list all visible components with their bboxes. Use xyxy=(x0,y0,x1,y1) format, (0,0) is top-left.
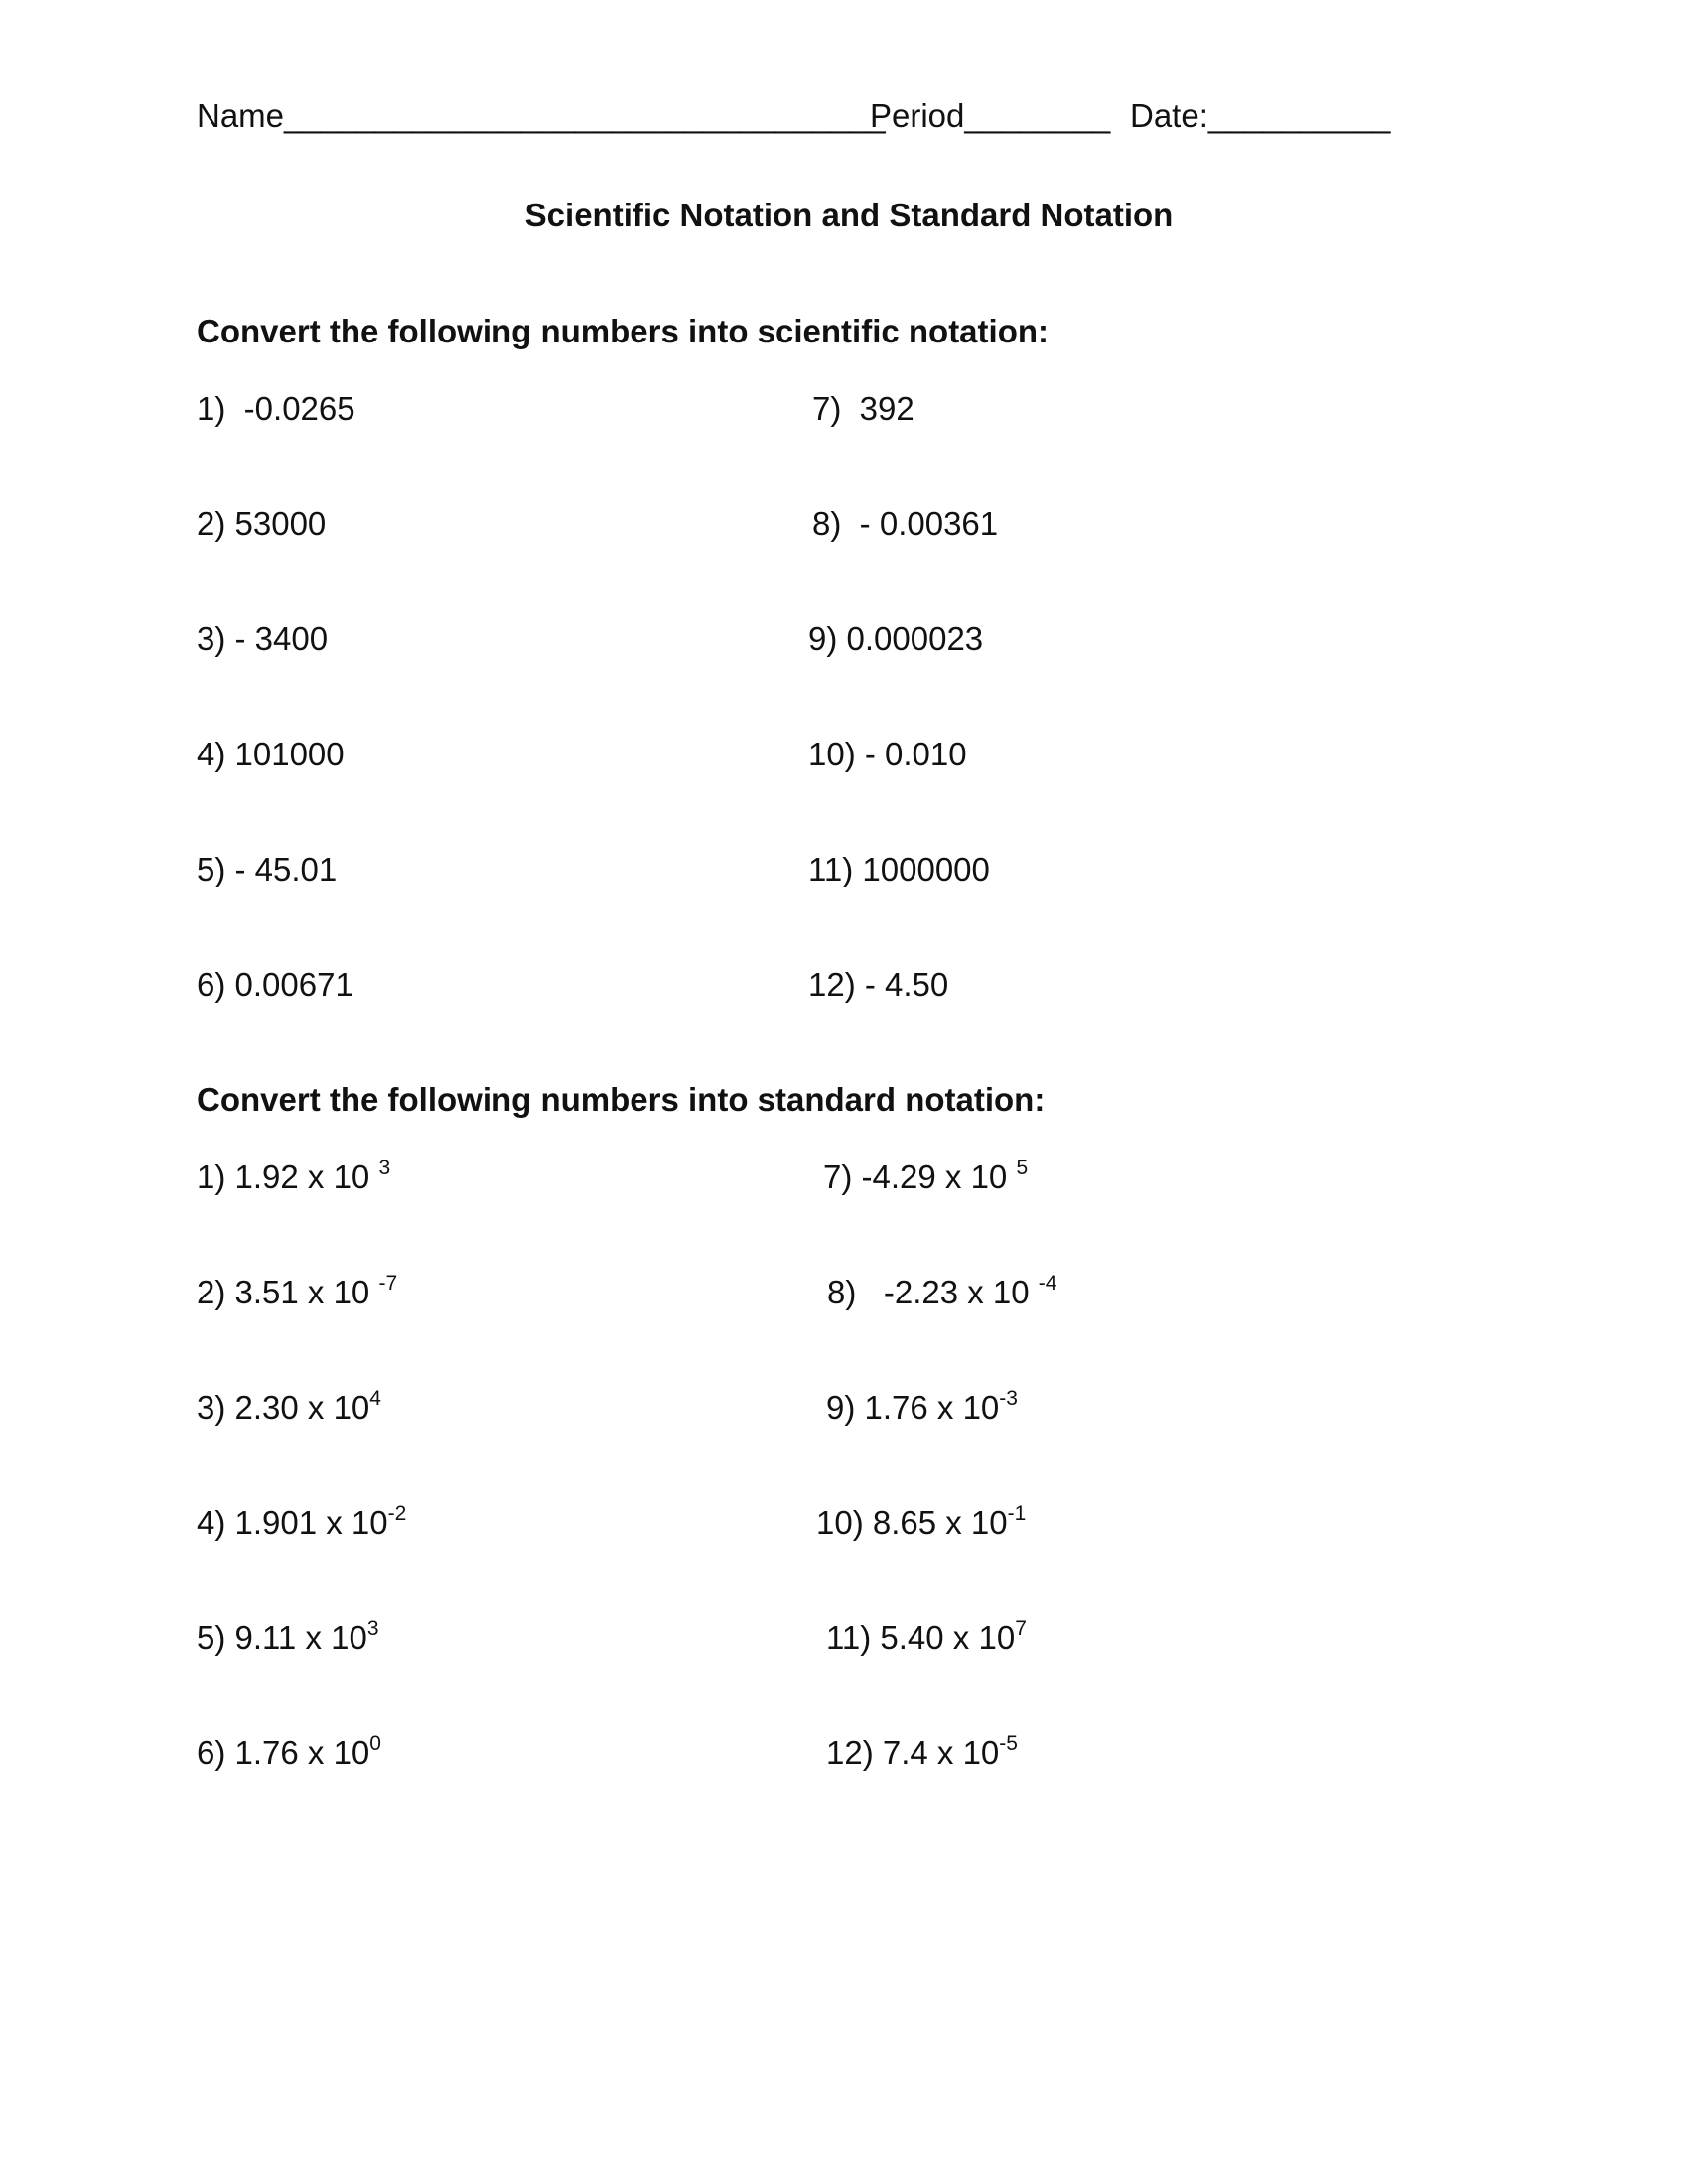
problem-scientific-8: 8) - 0.00361 xyxy=(812,505,999,542)
problem-exponent: -2 xyxy=(387,1502,407,1525)
problem-scientific-12: 12) - 4.50 xyxy=(808,966,949,1003)
problem-standard-12 xyxy=(826,1734,1018,1772)
problem-base: 6) 1.76 x 10 xyxy=(197,1734,370,1771)
problem-exponent: -4 xyxy=(1038,1272,1057,1295)
problem-exponent: -7 xyxy=(378,1272,398,1295)
problem-standard-11 xyxy=(826,1619,1027,1657)
problem-exponent: 3 xyxy=(378,1157,391,1179)
problem-scientific-1: 1) -0.0265 xyxy=(197,390,355,427)
problem-exponent: -1 xyxy=(1007,1502,1027,1525)
problem-base: 8) -2.23 x 10 xyxy=(827,1274,1039,1310)
problem-base: 3) 2.30 x 10 xyxy=(197,1389,370,1426)
problem-base: 4) 1.901 x 10 xyxy=(197,1504,388,1541)
problem-base: 7) -4.29 x 10 xyxy=(823,1159,1017,1195)
problem-base: 5) 9.11 x 10 xyxy=(197,1619,367,1656)
problem-exponent: 5 xyxy=(1016,1157,1029,1179)
problem-base: 12) 7.4 x 10 xyxy=(826,1734,1000,1771)
problem-standard-5 xyxy=(197,1619,379,1657)
date-field-label: Date:__________ xyxy=(1130,97,1391,134)
problem-standard-2 xyxy=(197,1274,397,1311)
section-heading-scientific: Convert the following numbers into scientific notation: xyxy=(197,313,1049,349)
problem-standard-9 xyxy=(826,1389,1018,1427)
problem-scientific-6: 6) 0.00671 xyxy=(197,966,353,1003)
problem-base: 1) 1.92 x 10 xyxy=(197,1159,379,1195)
problem-base: 10) 8.65 x 10 xyxy=(816,1504,1008,1541)
problem-standard-6 xyxy=(197,1734,381,1772)
problem-standard-1 xyxy=(197,1159,390,1196)
period-field-label: Period________ xyxy=(870,97,1111,134)
problem-standard-10 xyxy=(816,1504,1026,1542)
problem-standard-3 xyxy=(197,1389,381,1427)
page-title: Scientific Notation and Standard Notation xyxy=(524,197,1174,233)
problem-exponent: -3 xyxy=(999,1387,1018,1410)
problem-exponent: 0 xyxy=(369,1732,381,1755)
problem-base: 11) 5.40 x 10 xyxy=(826,1619,1016,1656)
problem-exponent: -5 xyxy=(999,1732,1018,1755)
problem-scientific-4: 4) 101000 xyxy=(197,736,345,772)
name-field-label: Name_________________________________ xyxy=(197,97,886,134)
problem-base: 9) 1.76 x 10 xyxy=(826,1389,1000,1426)
problem-scientific-7: 7) 392 xyxy=(812,390,914,427)
problem-exponent: 4 xyxy=(369,1387,381,1410)
problem-base: 2) 3.51 x 10 xyxy=(197,1274,379,1310)
problem-scientific-9: 9) 0.000023 xyxy=(808,620,984,657)
problem-scientific-10: 10) - 0.010 xyxy=(808,736,967,772)
problem-standard-4 xyxy=(197,1504,406,1542)
problem-exponent: 3 xyxy=(366,1617,379,1640)
problem-exponent: 7 xyxy=(1015,1617,1027,1640)
problem-scientific-11: 11) 1000000 xyxy=(808,851,990,887)
problem-scientific-5: 5) - 45.01 xyxy=(197,851,338,887)
problem-scientific-2: 2) 53000 xyxy=(197,505,327,542)
problem-standard-8 xyxy=(827,1274,1056,1311)
problem-scientific-3: 3) - 3400 xyxy=(197,620,329,657)
problem-standard-7 xyxy=(823,1159,1028,1196)
section-heading-standard: Convert the following numbers into standard notation: xyxy=(197,1081,1046,1118)
